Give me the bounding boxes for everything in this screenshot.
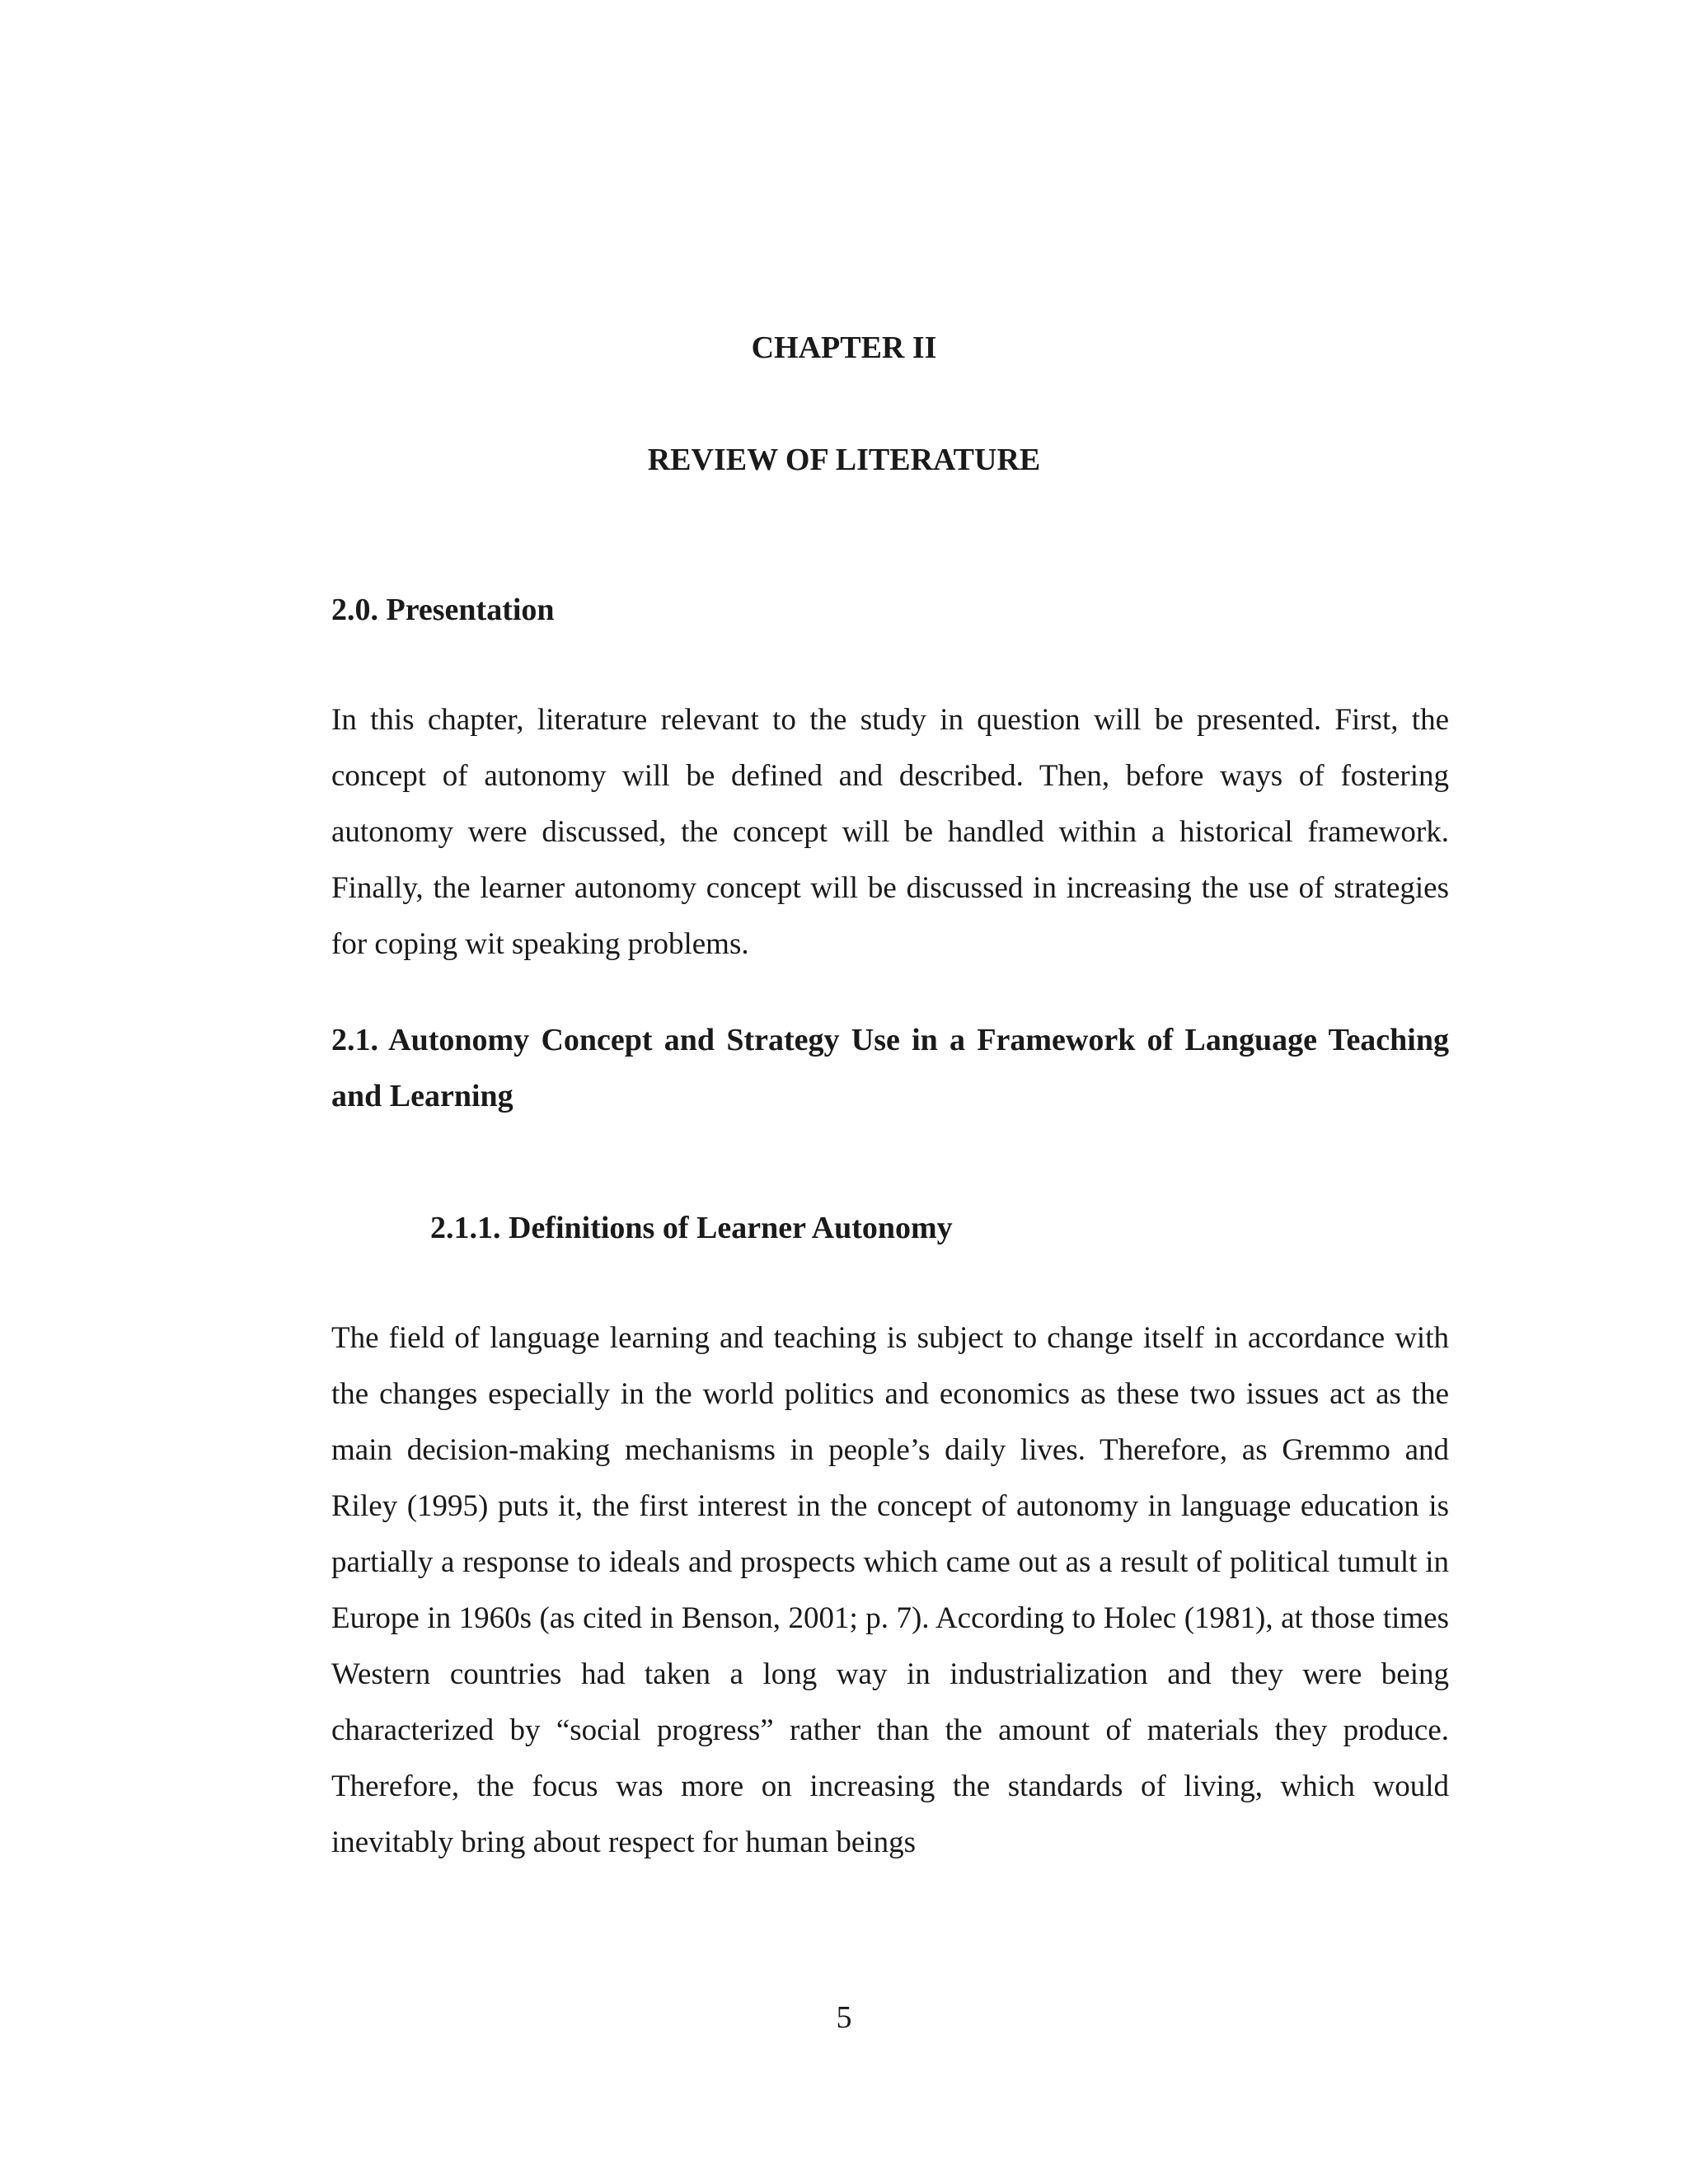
section-heading-presentation: 2.0. Presentation	[331, 593, 555, 627]
page-number: 5	[836, 2000, 852, 2035]
definitions-paragraph: The field of language learning and teaching is subject to change itself in accordance with the changes especially in the world politics and economics as these two issues act as the main decision-making mechanisms in people’s daily lives. Therefore, as Gremmo and Riley (1995) puts it, the first interest in the concept of autonomy in language education is partially a response to ideals and prospects which came out as a result of political tumult in Europe in 1960s (as cited in Benson, 2001; p. 7). According to Holec (1981), at those times Western countries had taken a long way in industrialization and they were being characterized by “social progress” rather than the amount of materials they produce. Therefore, the focus was more on increasing the standards of living, which would inevitably bring about respect for human beings	[331, 1321, 1449, 1859]
chapter-title: REVIEW OF LITERATURE	[647, 443, 1041, 477]
presentation-paragraph: In this chapter, literature relevant to the study in question will be presented. First, the concept of autonomy will be defined and described. Then, before ways of fostering autonomy were discussed, the concept will be handled within a historical framework. Finally, the learner autonomy concept will be discussed in increasing the use of strategies for coping wit speaking problems.	[331, 703, 1449, 961]
subsection-heading-definitions: 2.1.1. Definitions of Learner Autonomy	[430, 1211, 953, 1245]
section-heading-autonomy-concept: 2.1. Autonomy Concept and Strategy Use in a Framework of Language Teaching and Learning	[331, 1023, 1449, 1113]
chapter-number: CHAPTER II	[751, 330, 937, 365]
